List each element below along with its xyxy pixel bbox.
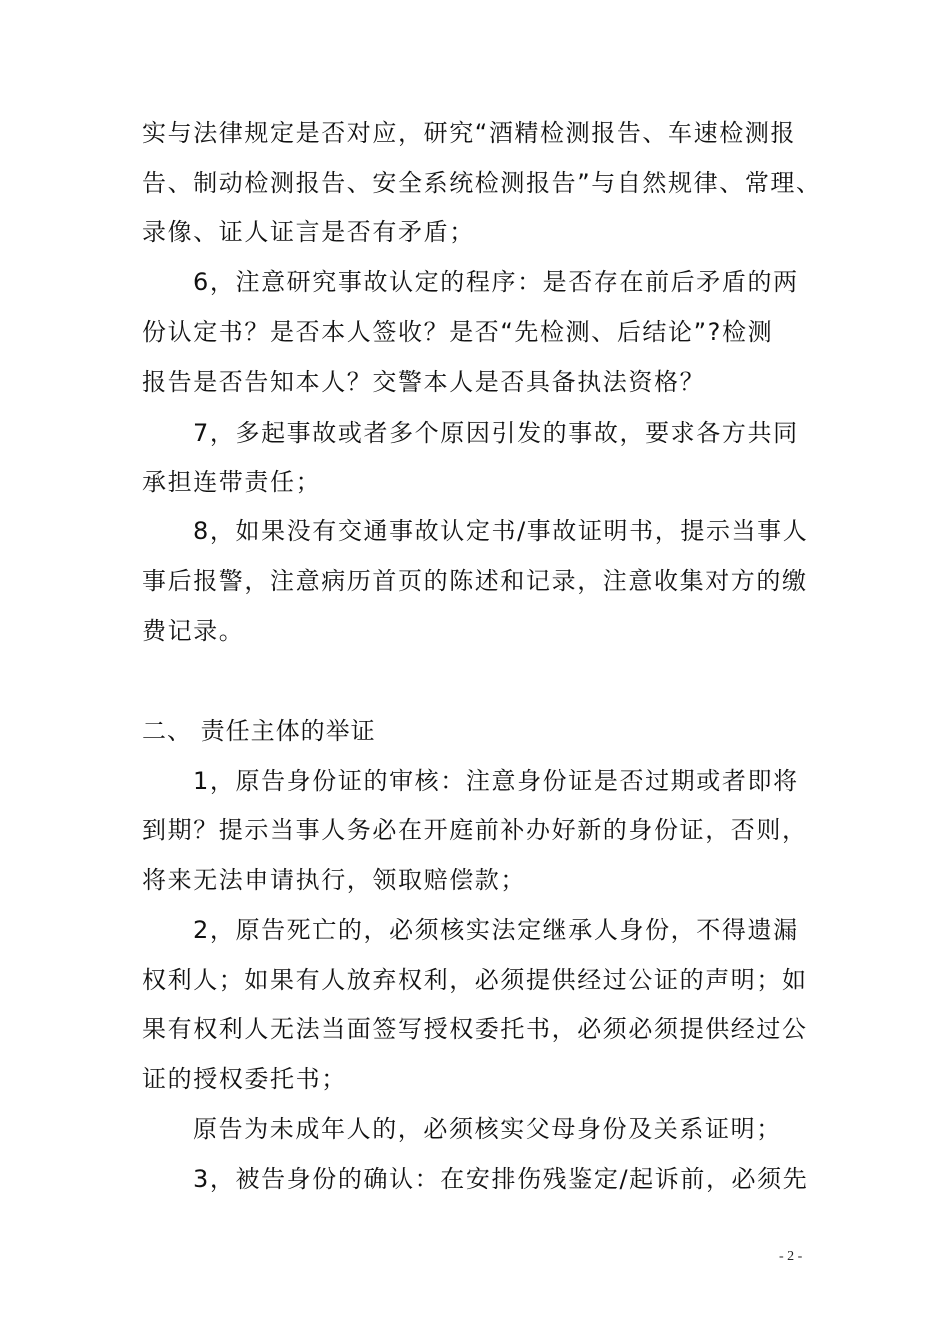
paragraph-item-3: 3，被告身份的确认：在安排伤残鉴定/起诉前，必须先 [193,1165,809,1193]
text-line: 事后报警，注意病历首页的陈述和记录，注意收集对方的缴 [142,567,808,595]
text-line: 承担连带责任； [142,468,322,496]
text-line: 费记录。 [142,617,245,645]
paragraph-item-6: 6，注意研究事故认定的程序：是否存在前后矛盾的两 [193,268,799,296]
page-number: - 2 - [779,1249,803,1264]
text-line: 证的授权委托书； [142,1065,347,1093]
text-line: 权利人；如果有人放弃权利，必须提供经过公证的声明；如 [142,966,808,994]
text-line: 到期？提示当事人务必在开庭前补办好新的身份证，否则， [142,816,808,844]
text-line: 将来无法申请执行，领取赔偿款； [142,866,526,894]
paragraph-item-2: 2，原告死亡的，必须核实法定继承人身份，不得遗漏 [193,916,799,944]
text-line: 告、制动检测报告、安全系统检测报告”与自然规律、常理、 [142,169,822,197]
paragraph-item-7: 7，多起事故或者多个原因引发的事故，要求各方共同 [193,419,799,447]
text-line: 录像、证人证言是否有矛盾； [142,218,475,246]
text-line: 实与法律规定是否对应，研究“酒精检测报告、车速检测报 [142,119,797,147]
paragraph-item-8: 8，如果没有交通事故认定书/事故证明书，提示当事人 [193,517,809,545]
text-line: 果有权利人无法当面签写授权委托书，必须必须提供经过公 [142,1015,808,1043]
text-line: 报告是否告知本人？交警本人是否具备执法资格？ [142,368,706,396]
text-line: 份认定书？是否本人签收？是否“先检测、后结论”?检测 [142,318,774,346]
section-heading: 二、 责任主体的举证 [142,717,376,745]
paragraph-minor: 原告为未成年人的，必须核实父母身份及关系证明； [193,1115,782,1143]
paragraph-item-1: 1，原告身份证的审核：注意身份证是否过期或者即将 [193,767,799,795]
